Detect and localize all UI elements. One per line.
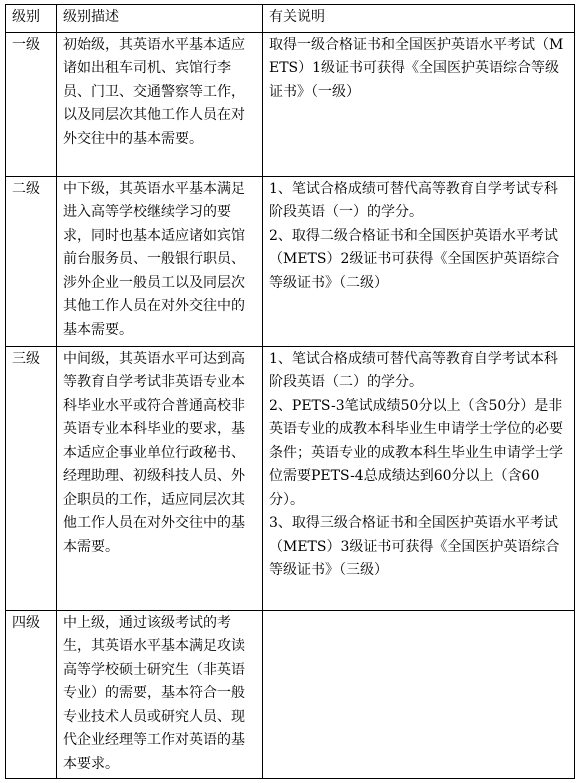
description-cell: 中上级，通过该级考试的考生，其英语水平基本满足攻读高等学校硕士研究生（非英语专业）的需要，基本符合一般专业技术人员或研究人员、现代企业经理等工作对英语的基本要求。 <box>57 610 263 779</box>
level-table <box>5 4 575 779</box>
notes-cell <box>263 32 575 176</box>
note-text: 2、PETS-3笔试成绩50分以上（含50分）是非英语专业的成教本科毕业生申请学士学位的必要条件；英语专业的成教本科生毕业生申请学士学位需要PETS-4总成绩达到60分以上（含60分）。 <box>269 397 563 508</box>
level-cell: 一级 <box>6 32 57 176</box>
note-text: 取得一级合格证书和全国医护英语水平考试（METS）1级证书可获得《全国医护英语综合等级证书》（一级） <box>269 36 564 100</box>
description-cell: 中下级，其英语水平基本满足进入高等学校继续学习的要求，同时也基本适应诸如宾馆前台服务员、一般银行职员、涉外企业一般员工以及同层次其他工作人员在对外交往中的基本需要。 <box>57 176 263 346</box>
header-notes: 有关说明 <box>263 5 575 33</box>
table-header-row <box>6 5 575 33</box>
note-text: 3、取得三级合格证书和全国医护英语水平考试（METS）3级证书可获得《全国医护英语综合等级证书》（三级） <box>269 515 560 578</box>
note-text: 1、笔试合格成绩可替代高等教育自学考试本科阶段英语（二）的学分。 <box>269 350 558 390</box>
header-description: 级别描述 <box>57 5 263 33</box>
note-text: 2、取得二级合格证书和全国医护英语水平考试（METS）2级证书可获得《全国医护英语综合等级证书》（二级） <box>269 227 560 291</box>
notes-cell <box>263 346 575 610</box>
level-cell: 三级 <box>6 346 57 610</box>
table-row <box>6 346 575 610</box>
level-cell: 四级 <box>6 610 57 779</box>
table-row <box>6 32 575 176</box>
header-level: 级别 <box>6 5 57 33</box>
note-text: 1、笔试合格成绩可替代高等教育自学考试专科阶段英语（一）的学分。 <box>269 180 558 220</box>
table-row <box>6 176 575 346</box>
table-row <box>6 610 575 779</box>
description-cell: 初始级，其英语水平基本适应诸如出租车司机、宾馆行李员、门卫、交通警察等工作，以及同层次其他工作人员在对外交往中的基本需要。 <box>57 32 263 176</box>
level-cell: 二级 <box>6 176 57 346</box>
notes-cell <box>263 610 575 779</box>
notes-cell <box>263 176 575 346</box>
description-cell: 中间级，其英语水平可达到高等教育自学考试非英语专业本科毕业水平或符合普通高校非英语专业本科毕业的要求，基本适应企事业单位行政秘书、经理助理、初级科技人员、外企职员的工作，适应同层次其他工作人员在对外交往中的基本需要。 <box>57 346 263 610</box>
